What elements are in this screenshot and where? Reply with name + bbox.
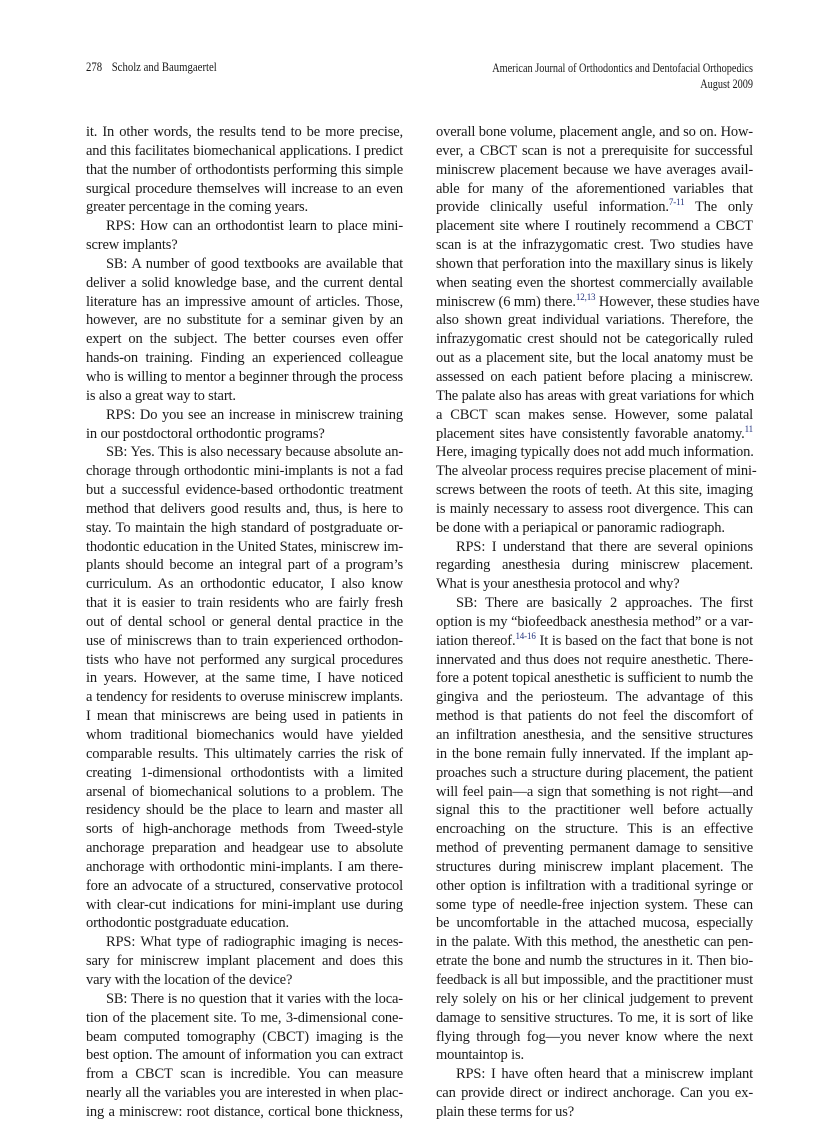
line-text: in the palate. With this method, the anesthetic can pen- <box>436 934 753 951</box>
line-text: however, are no substitute for a seminar given by an <box>86 312 403 329</box>
line-text: assessed on each patient before placing a miniscrew. <box>436 368 753 385</box>
line-text: sary for miniscrew implant placement and does this <box>86 953 403 970</box>
line-text: orthodontic postgraduate education. <box>86 915 289 932</box>
line-text: in the bone remain fully innervated. If the implant ap- <box>436 745 753 762</box>
text-line <box>86 123 403 142</box>
line-text: signal this to the practitioner well before actually <box>436 802 753 819</box>
line-text: plants should become an integral part of a program’s <box>86 557 403 574</box>
line-text: proaches such a structure during placement, the patient <box>436 764 753 781</box>
text-line <box>86 406 403 425</box>
line-text: be uncomfortable in the attached mucosa, especially <box>436 915 753 932</box>
text-line <box>86 161 403 180</box>
text-line <box>86 990 403 1009</box>
reference-citation[interactable]: 11 <box>744 423 753 434</box>
line-text: RPS: I understand that there are several opinions <box>456 538 753 555</box>
text-line <box>86 217 403 236</box>
text-line <box>86 1009 403 1028</box>
text-line <box>436 594 753 613</box>
text-line <box>436 1084 753 1103</box>
text-line <box>436 952 753 971</box>
line-text: iation thereof. <box>436 632 516 649</box>
text-line <box>436 425 753 444</box>
running-header-left <box>86 60 217 75</box>
text-line <box>436 387 753 406</box>
line-text: literature has an impressive amount of articles. Those, <box>86 293 403 310</box>
line-text: curriculum. As an orthodontic educator, I also know <box>86 576 403 593</box>
text-line <box>86 556 403 575</box>
text-line <box>86 293 403 312</box>
line-text: be done with a periapical or panoramic radiograph. <box>436 519 725 536</box>
line-text: screw implants? <box>86 237 178 254</box>
text-line <box>86 462 403 481</box>
line-text: tion of the placement site. To me, 3-dimensional cone- <box>86 1009 403 1026</box>
text-line <box>86 311 403 330</box>
reference-citation[interactable]: 7-11 <box>668 197 685 208</box>
line-text: ing a miniscrew: root distance, cortical bone thickness, <box>86 1103 403 1120</box>
text-line <box>436 443 753 462</box>
text-line <box>436 971 753 990</box>
text-line <box>436 1009 753 1028</box>
line-text: with clear-cut indications for mini-implant use during <box>86 896 403 913</box>
text-line <box>86 952 403 971</box>
text-line <box>86 1103 403 1122</box>
text-line <box>436 1028 753 1047</box>
text-line <box>436 255 753 274</box>
line-text: from a CBCT scan is incredible. You can measure <box>86 1066 403 1083</box>
text-line <box>436 839 753 858</box>
text-line <box>436 688 753 707</box>
text-line <box>86 274 403 293</box>
text-line <box>436 990 753 1009</box>
text-line <box>436 198 753 217</box>
text-line <box>86 142 403 161</box>
text-line <box>436 783 753 802</box>
line-text: plain these terms for us? <box>436 1103 574 1120</box>
line-text: tists who have not performed any surgical procedures <box>86 651 403 668</box>
line-text: SB: A number of good textbooks are available that <box>106 255 403 272</box>
issue-date: August 2009 <box>700 77 753 91</box>
text-line <box>86 632 403 651</box>
text-line <box>436 481 753 500</box>
text-line <box>86 349 403 368</box>
line-text: when seating even the shortest commercially available <box>436 274 753 291</box>
text-line <box>86 387 403 406</box>
line-text: whom traditional biomechanics would have yielded <box>86 727 403 743</box>
text-line <box>436 291 760 312</box>
text-line <box>86 575 403 594</box>
line-text: hands-on training. Finding an experienced colleague <box>86 350 403 367</box>
line-text: The alveolar process requires precise placement of mini- <box>436 463 757 480</box>
text-line <box>86 651 403 670</box>
line-text: damage to sensitive structures. To me, it is sort of like <box>436 1009 753 1026</box>
line-text: is mainly necessary to assess root divergence. This can <box>436 500 753 517</box>
text-line <box>86 669 403 688</box>
line-text: that it is easier to train residents who are fairly fresh <box>86 595 403 612</box>
line-text: also shown great individual variations. Therefore, the <box>436 312 753 329</box>
line-text: a CBCT scan makes sense. However, some palatal <box>436 406 753 423</box>
line-text: anchorage preparation and headgear use to absolute <box>86 840 403 857</box>
line-text: The palate also has areas with great variations for which <box>436 387 754 404</box>
line-text: overall bone volume, placement angle, and so on. How- <box>436 124 753 140</box>
line-text: It is based on the fact that bone is not <box>535 632 753 649</box>
text-line <box>436 368 753 387</box>
text-line <box>436 274 753 293</box>
line-text: structures during miniscrew implant placement. The <box>436 858 753 875</box>
line-text: method of preventing permanent damage to sensitive <box>436 840 753 857</box>
line-text: miniscrew placement because we have averages avail- <box>436 161 753 178</box>
text-line <box>86 500 403 519</box>
text-line <box>86 594 403 613</box>
line-text: flying through fog—you never know where the next <box>436 1028 753 1045</box>
line-text: However, these studies have <box>595 293 760 310</box>
text-line <box>436 217 753 236</box>
text-line <box>436 161 753 180</box>
text-line <box>86 688 403 707</box>
text-line <box>86 330 403 349</box>
line-text: greater percentage in the coming years. <box>86 199 309 216</box>
line-text: in our postdoctoral orthodontic programs? <box>86 425 325 442</box>
text-line <box>436 632 753 651</box>
line-text: an infiltration anesthesia, and the sensitive structures <box>436 727 753 743</box>
line-text: sorts of high-anchorage methods from Tweed-style <box>86 821 403 838</box>
text-line <box>436 142 753 161</box>
text-line <box>436 556 753 575</box>
line-text: creating 1-dimensional orthodontists with a limited <box>86 764 403 781</box>
line-text: surgical procedure themselves will increase to an even <box>86 180 403 197</box>
text-line <box>86 914 403 933</box>
line-text: The only <box>684 199 754 216</box>
line-text: Here, imaging typically does not add much information. <box>436 444 754 461</box>
line-text: nearly all the variables you are interested in when plac- <box>86 1085 403 1102</box>
line-text: SB: There are basically 2 approaches. The first <box>456 595 753 612</box>
line-text: best option. The amount of information you can extract <box>86 1047 403 1064</box>
line-text: other option is infiltration with a traditional syringe or <box>436 877 753 894</box>
line-text: RPS: What type of radiographic imaging is neces- <box>106 934 403 951</box>
line-text: expert on the subject. The better courses even offer <box>86 331 403 348</box>
line-text: stay. To maintain the high standard of postgraduate or- <box>86 519 403 536</box>
text-line <box>436 914 753 933</box>
text-line <box>86 519 403 538</box>
text-line <box>86 198 403 217</box>
line-text: deliver a solid knowledge base, and the current dental <box>86 274 403 291</box>
line-text: out as a placement site, but the local anatomy must be <box>436 350 753 367</box>
line-text: out of dental school or general dental practice in the <box>86 613 403 630</box>
line-text: that the number of orthodontists performing this simple <box>86 161 403 178</box>
text-line <box>436 764 753 783</box>
text-line <box>436 707 753 726</box>
text-line <box>436 462 757 481</box>
line-text: can provide direct or indirect anchorage. Can you ex- <box>436 1085 753 1102</box>
text-line <box>436 236 753 255</box>
line-text: mountaintop is. <box>436 1047 524 1064</box>
text-line <box>436 349 753 368</box>
line-text: RPS: How can an orthodontist learn to place mini- <box>106 218 403 235</box>
line-text: innervated and thus does not require anesthetic. There- <box>436 651 753 668</box>
author-names: Scholz and Baumgaertel <box>111 60 217 74</box>
line-text: will feel pain—a sign that something is not right—and <box>436 783 753 800</box>
line-text: and this facilitates biomechanical applications. I predict <box>86 142 403 159</box>
text-line <box>436 538 753 557</box>
running-header-right <box>492 60 753 92</box>
line-text: feedback is all but impossible, and the practitioner must <box>436 971 753 988</box>
line-text: encroaching on the structure. This is an effective <box>436 821 753 838</box>
text-line <box>86 368 403 387</box>
text-line <box>86 425 403 444</box>
line-text: able for many of the aforementioned variables that <box>436 180 753 197</box>
text-line <box>436 1103 753 1122</box>
text-line <box>436 330 753 349</box>
line-text: arsenal of biomechanical solutions to a problem. The <box>86 783 403 800</box>
line-text: shown that perforation into the maxillary sinus is likely <box>436 255 753 272</box>
text-line <box>86 801 403 820</box>
line-text: ever, a CBCT scan is not a prerequisite for successful <box>436 142 753 159</box>
line-text: infrazygomatic crest should not be categorically ruled <box>436 331 753 348</box>
line-text: in years. However, at the same time, I have noticed <box>86 670 403 687</box>
text-line <box>86 783 403 802</box>
line-text: option is my “biofeedback anesthesia method” or a var- <box>436 613 753 630</box>
line-text: miniscrew (6 mm) there. <box>436 293 576 310</box>
text-line <box>436 575 753 594</box>
line-text: RPS: Do you see an increase in miniscrew training <box>106 406 403 423</box>
body-column-left <box>86 123 403 1122</box>
line-text: some type of needle-free injection system. These can <box>436 896 753 913</box>
text-line <box>436 311 753 330</box>
line-text: I mean that miniscrews are being used in patients in <box>86 708 403 725</box>
text-line <box>86 745 403 764</box>
line-text: who is willing to mentor a beginner through the process <box>86 368 403 385</box>
text-line <box>86 1046 403 1065</box>
line-text: anchorage with orthodontic mini-implants. I am there- <box>86 858 403 875</box>
line-text: it. In other words, the results tend to be more precise, <box>86 124 403 140</box>
text-line <box>436 933 753 952</box>
text-line <box>86 255 403 274</box>
line-text: residency should be the place to learn and master all <box>86 802 403 819</box>
text-line <box>86 481 403 500</box>
line-text: provide clinically useful information. <box>436 199 669 216</box>
line-text: etrate the bone and numb the structures in it. Then bio- <box>436 953 753 970</box>
text-line <box>86 726 403 745</box>
line-text: comparable results. This ultimately carries the risk of <box>86 745 403 762</box>
reference-citation[interactable]: 12,13 <box>575 291 596 302</box>
text-line <box>86 877 403 896</box>
page-number: 278 <box>86 60 103 74</box>
line-text: screws between the roots of teeth. At this site, imaging <box>436 482 753 499</box>
line-text: SB: Yes. This is also necessary because absolute an- <box>106 444 403 461</box>
line-text: method is that patients do not feel the discomfort of <box>436 708 753 725</box>
text-line <box>436 406 753 425</box>
text-line <box>436 877 753 896</box>
line-text: gingiva and the periosteum. The advantage of this <box>436 689 753 706</box>
text-line <box>436 180 753 199</box>
body-column-right <box>436 123 760 1122</box>
text-line <box>86 764 403 783</box>
line-text: use of miniscrews than to train experienced orthodon- <box>86 632 403 649</box>
line-text: What is your anesthesia protocol and why? <box>436 576 680 593</box>
line-text: but a successful evidence-based orthodontic treatment <box>86 482 403 499</box>
text-line <box>86 839 403 858</box>
line-text: placement site where I routinely recommend a CBCT <box>436 218 753 235</box>
text-line <box>436 613 753 632</box>
text-line <box>86 538 403 557</box>
text-line <box>86 971 403 990</box>
line-text: beam computed tomography (CBCT) imaging is the <box>86 1028 403 1045</box>
text-line <box>436 896 753 915</box>
text-line <box>436 519 753 538</box>
text-line <box>86 933 403 952</box>
text-line <box>436 500 753 519</box>
line-text: thodontic education in the United States, miniscrew im- <box>86 538 403 555</box>
text-line <box>436 669 753 688</box>
reference-citation[interactable]: 14-16 <box>515 630 536 641</box>
text-line <box>436 858 753 877</box>
text-line <box>86 858 403 877</box>
text-line <box>86 896 403 915</box>
line-text: fore a potent topical anesthetic is sufficient to numb the <box>436 670 753 687</box>
text-line <box>86 443 403 462</box>
line-text: scan is at the infrazygomatic crest. Two studies have <box>436 237 753 254</box>
text-line <box>86 1065 403 1084</box>
text-line <box>86 1084 403 1103</box>
text-line <box>436 820 753 839</box>
text-line <box>436 123 753 142</box>
text-line <box>436 1065 753 1084</box>
text-line <box>86 180 403 199</box>
text-line <box>436 801 753 820</box>
line-text: chorage through orthodontic mini-implants is not a fad <box>86 463 403 480</box>
text-line <box>436 1046 753 1065</box>
text-line <box>86 613 403 632</box>
line-text: method that delivers good results and, thus, is here to <box>86 500 403 517</box>
line-text: a tendency for residents to overuse miniscrew implants. <box>86 689 403 706</box>
line-text: regarding anesthesia during miniscrew placement. <box>436 557 753 574</box>
line-text: placement sites have consistently favorable anatomy. <box>436 425 745 442</box>
line-text: SB: There is no question that it varies with the loca- <box>106 990 403 1007</box>
text-line <box>86 707 403 726</box>
line-text: rely solely on his or her clinical judgement to prevent <box>436 990 753 1007</box>
text-line <box>436 651 753 670</box>
line-text: is also a great way to start. <box>86 387 236 404</box>
text-line <box>86 1028 403 1047</box>
line-text: RPS: I have often heard that a miniscrew implant <box>456 1066 753 1083</box>
text-line <box>436 726 753 745</box>
text-line <box>86 236 403 255</box>
text-line <box>86 820 403 839</box>
line-text: fore an advocate of a structured, conservative protocol <box>86 877 403 894</box>
journal-title: American Journal of Orthodontics and Dentofacial Orthopedics <box>492 61 753 75</box>
line-text: vary with the location of the device? <box>86 971 293 988</box>
text-line <box>436 745 753 764</box>
